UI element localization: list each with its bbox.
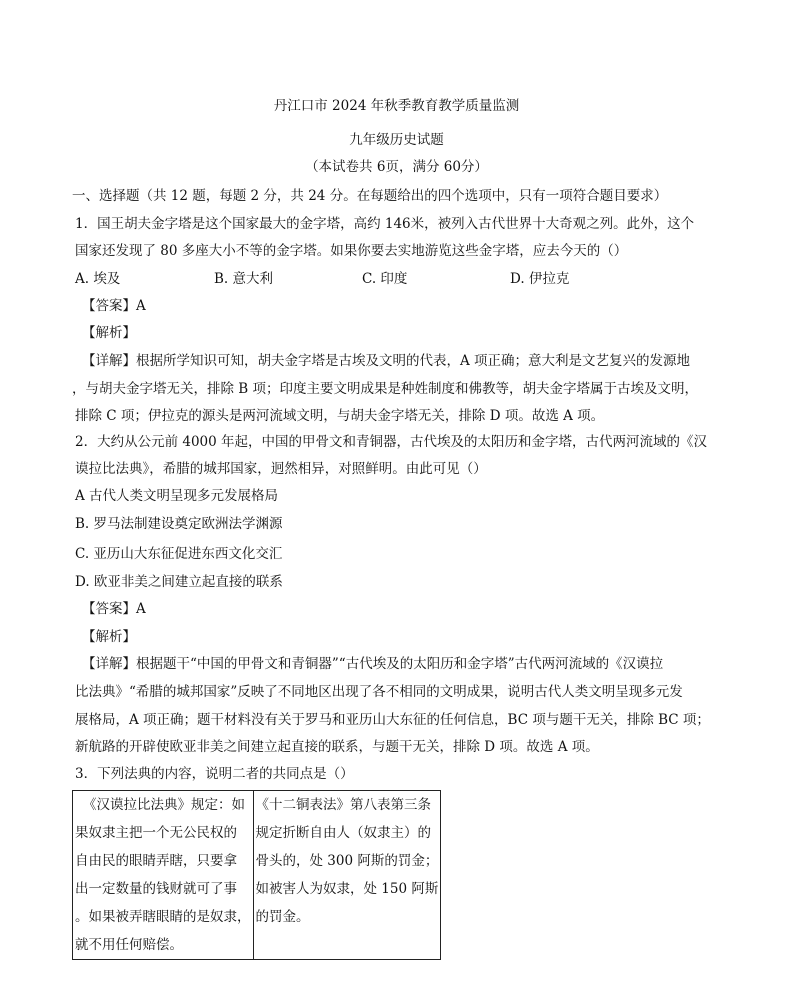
q2-option-b: B. 罗马法制建设奠定欧洲法学渊源 xyxy=(75,516,283,532)
q3-left-line: 《汉谟拉比法典》规定：如 xyxy=(83,797,245,813)
q1-stem-line-1: 1．国王胡夫金字塔是这个国家最大的金字塔，高约 146米，被列入古代世界十大奇观之列。此外，这个 xyxy=(75,216,695,232)
q2-stem-line-2: 谟拉比法典》，希腊的城邦国家，迥然相异，对照鲜明。由此可见（） xyxy=(75,461,487,477)
page-subtitle: 九年级历史试题 xyxy=(349,132,444,148)
q2-answer: 【答案】A xyxy=(82,601,146,617)
q2-detail-line-3: 展格局，A 项正确；题干材料没有关于罗马和亚历山大东征的任何信息，BC 项与题干无关，排除 BC 项； xyxy=(75,712,710,728)
q3-left-line: 就不用任何赔偿。 xyxy=(75,937,183,953)
exam-note: （本试卷共 6页，满分 60分） xyxy=(305,159,488,175)
q1-analysis-label: 【解析】 xyxy=(82,325,136,341)
q3-cell-hammurabi xyxy=(73,791,254,960)
q3-right-line: 《十二铜表法》第八表第三条 xyxy=(255,797,431,813)
section-heading: 一、选择题（共 12 题，每题 2 分，共 24 分。在每题给出的四个选项中，只有一项符合题目要求） xyxy=(72,188,668,204)
q3-right-line: 规定折断自由人（奴隶主）的 xyxy=(255,825,431,841)
q1-option-d: D. 伊拉克 xyxy=(510,271,570,287)
q3-left-line: 自由民的眼睛弄瞎，只要拿 xyxy=(75,853,237,869)
q3-left-line: 果奴隶主把一个无公民权的 xyxy=(75,825,237,841)
q1-option-a: A. 埃及 xyxy=(75,271,121,287)
q2-stem-line-1: 2．大约从公元前 4000 年起，中国的甲骨文和青铜器，古代埃及的太阳历和金字塔，古代两河流域的《汉 xyxy=(75,434,708,450)
q3-right-line: 的罚金。 xyxy=(255,909,310,925)
q1-option-c: C. 印度 xyxy=(362,271,408,287)
q1-detail-line-3: 排除 C 项；伊拉克的源头是两河流域文明，与胡夫金字塔无关，排除 D 项。故选 A 项。 xyxy=(75,408,605,424)
q1-stem-line-2: 国家还发现了 80 多座大小不等的金字塔。如果你要去实地游览这些金字塔，应去今天的（） xyxy=(75,243,628,259)
q2-option-a: A 古代人类文明呈现多元发展格局 xyxy=(75,488,279,504)
q1-answer: 【答案】A xyxy=(82,298,146,314)
q3-right-line: 如被害人为奴隶，处 150 阿斯 xyxy=(255,881,439,897)
q2-detail-line-1: 【详解】根据题干“中国的甲骨文和青铜器”“古代埃及的太阳历和金字塔”古代两河流域的《汉谟拉 xyxy=(82,656,664,672)
q3-cell-twelve-tables xyxy=(253,791,441,960)
q3-right-line: 骨头的，处 300 阿斯的罚金； xyxy=(255,853,439,869)
page-title: 丹江口市 2024 年秋季教育教学质量监测 xyxy=(273,98,520,114)
q3-left-line: 出一定数量的钱财就可了事 xyxy=(75,881,237,897)
q1-detail-line-1: 【详解】根据所学知识可知，胡夫金字塔是古埃及文明的代表，A 项正确；意大利是文艺复兴的发源地 xyxy=(82,353,691,369)
q2-option-d: D. 欧亚非美之间建立起直接的联系 xyxy=(75,574,283,590)
q1-option-b: B. 意大利 xyxy=(214,271,274,287)
q3-left-line: 。如果被弄瞎眼睛的是奴隶， xyxy=(75,909,251,925)
q2-analysis-label: 【解析】 xyxy=(82,629,136,645)
q1-detail-line-2: ，与胡夫金字塔无关，排除 B 项；印度主要文明成果是种姓制度和佛教等，胡夫金字塔属于古埃及文明， xyxy=(72,381,699,397)
q2-detail-line-2: 比法典》“希腊的城邦国家”反映了不同地区出现了各不相同的文明成果，说明古代人类文明呈现多元发 xyxy=(75,684,683,700)
q2-detail-line-4: 新航路的开辟使欧亚非美之间建立起直接的联系，与题干无关，排除 D 项。故选 A 项。 xyxy=(75,739,599,755)
q3-stem: 3．下列法典的内容，说明二者的共同点是（） xyxy=(75,766,354,782)
q3-law-table xyxy=(72,790,441,960)
q2-option-c: C. 亚历山大东征促进东西文化交汇 xyxy=(75,546,283,562)
